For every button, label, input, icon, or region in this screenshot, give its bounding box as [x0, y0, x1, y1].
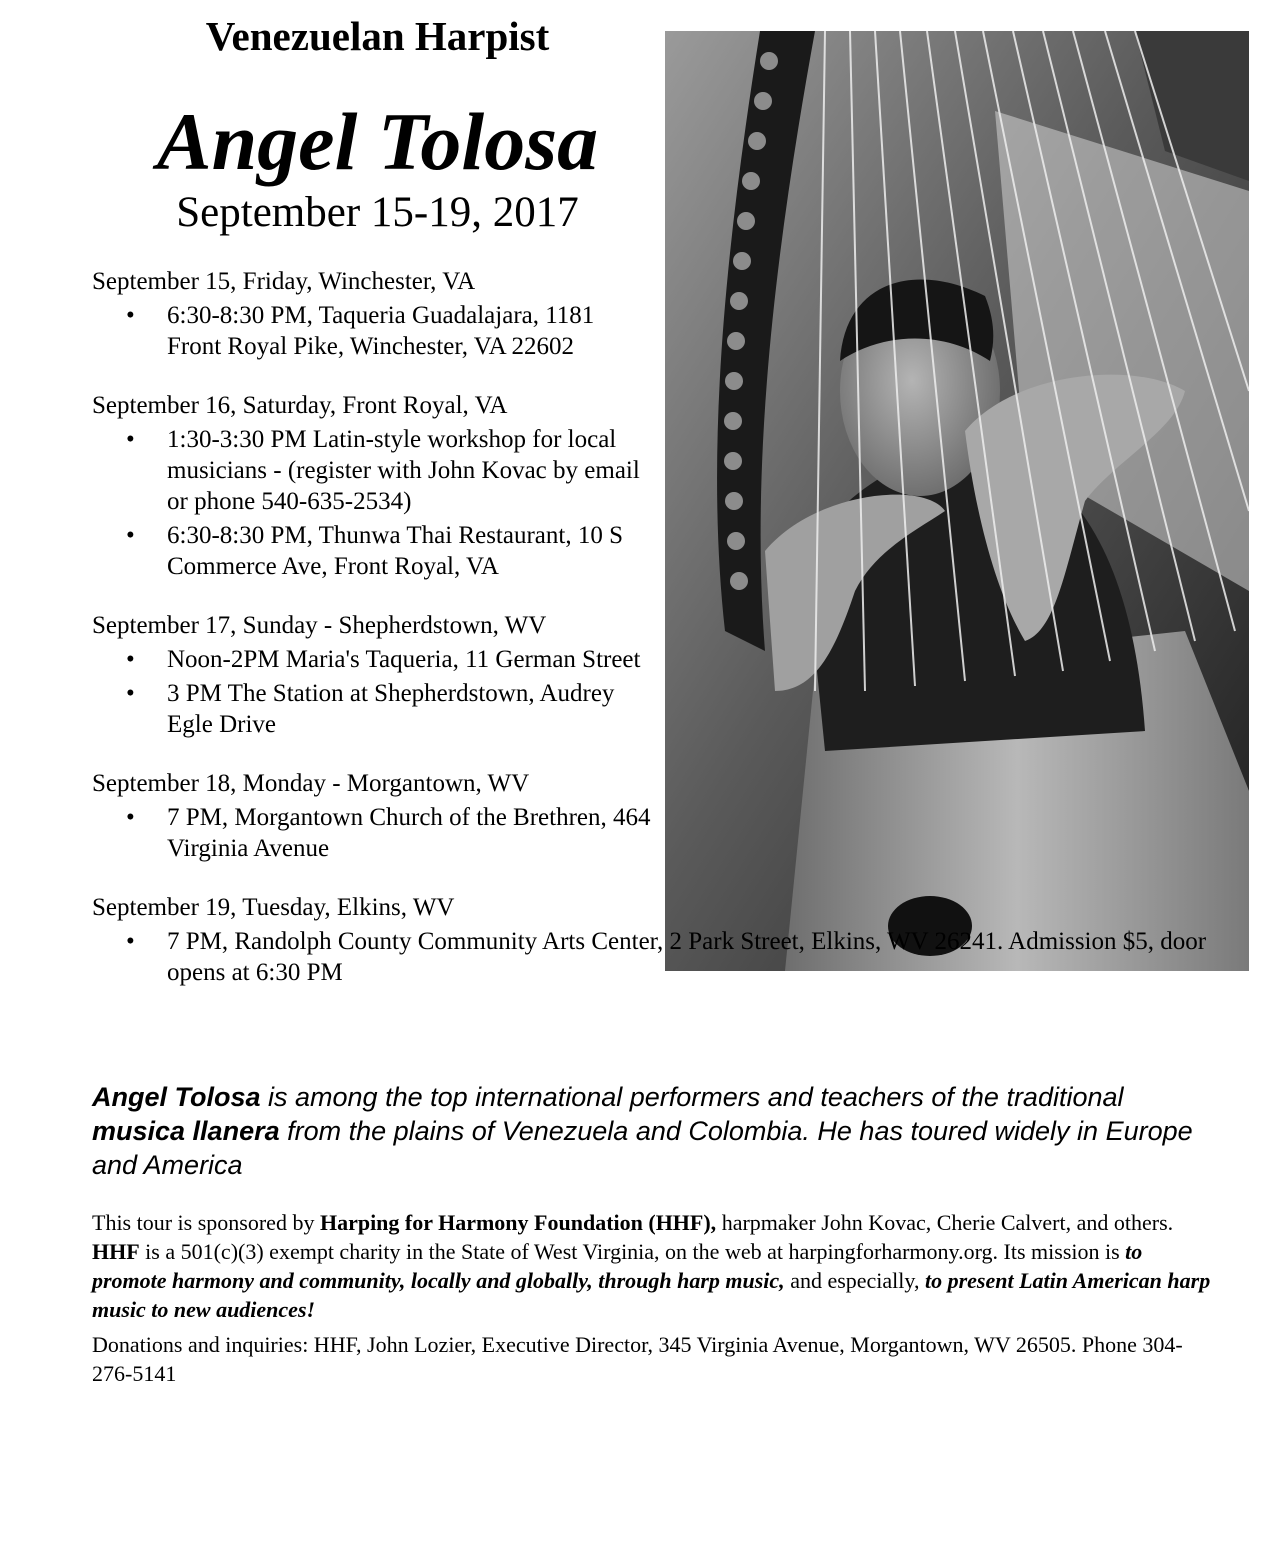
donations-info: Donations and inquiries: HHF, John Lozier, Executive Director, 345 Virginia Avenue, Morgantown, WV 26505. Phone 304-276-5141	[92, 1332, 1183, 1386]
intro-text: from the plains of Venezuela and Colombia. He has toured widely in Europe and America	[92, 1116, 1193, 1180]
sponsor-text: harpmaker John Kovac, Cherie Calvert, and others.	[716, 1210, 1174, 1235]
event-item	[92, 926, 1242, 988]
event-text: 3 PM The Station at Shepherdstown, Audrey Egle Drive	[167, 680, 615, 738]
event-date-heading: September 15, Friday, Winchester, VA	[92, 268, 476, 295]
bullet: •	[126, 522, 135, 549]
event-date-heading: September 16, Saturday, Front Royal, VA	[92, 392, 508, 419]
event-day-sep-19	[92, 892, 1242, 988]
performer-name: Angel Tolosa	[156, 96, 599, 187]
bullet: •	[126, 646, 135, 673]
bullet: •	[126, 804, 135, 831]
performer-intro	[92, 1080, 1212, 1182]
schedule	[92, 266, 1242, 1016]
bullet: •	[126, 302, 135, 329]
flyer-subtitle: Venezuelan Harpist	[205, 13, 550, 59]
sponsor-mission: to present Latin American harp music to new audiences!	[92, 1268, 1211, 1322]
event-item	[92, 520, 652, 582]
sponsor-text: is a 501(c)(3) exempt charity in the State of West Virginia, on the web at harpingforharmony.org. Its mission is	[139, 1239, 1126, 1264]
event-day-sep-16	[92, 390, 652, 582]
event-item	[92, 644, 652, 675]
event-item	[92, 300, 652, 362]
sponsor-mission: to promote harmony and community, locally and globally, through harp music,	[92, 1239, 1143, 1293]
event-text: Noon-2PM Maria's Taqueria, 11 German Street	[167, 646, 641, 673]
intro-name: Angel Tolosa	[92, 1082, 261, 1112]
tour-dates: September 15-19, 2017	[176, 189, 579, 236]
event-day-sep-18	[92, 768, 652, 864]
sponsor-abbr: HHF	[92, 1239, 140, 1264]
event-text: 1:30-3:30 PM Latin-style workshop for local musicians - (register with John Kovac by email or phone 540-635-2534)	[167, 426, 640, 515]
event-item	[92, 424, 652, 517]
sponsor-paragraph	[92, 1208, 1212, 1324]
event-text: 7 PM, Randolph County Community Arts Center, 2 Park Street, Elkins, WV 26241. Admission $5, door opens at 6:30 PM	[167, 928, 1207, 986]
bullet: •	[126, 928, 135, 955]
event-item	[92, 802, 652, 864]
event-list	[92, 802, 652, 864]
event-item	[92, 678, 652, 740]
sponsor-text: and especially,	[784, 1268, 925, 1293]
event-list	[92, 424, 652, 582]
bullet: •	[126, 680, 135, 707]
event-date-heading: September 19, Tuesday, Elkins, WV	[92, 894, 455, 921]
event-date-heading: September 17, Sunday - Shepherdstown, WV	[92, 612, 547, 639]
sponsor-org: Harping for Harmony Foundation (HHF),	[319, 1210, 717, 1235]
event-text: 7 PM, Morgantown Church of the Brethren, 464 Virginia Avenue	[167, 804, 651, 862]
event-text: 6:30-8:30 PM, Thunwa Thai Restaurant, 10 S Commerce Ave, Front Royal, VA	[167, 522, 623, 580]
intro-genre: musica llanera	[92, 1116, 280, 1146]
event-day-sep-15	[92, 266, 652, 362]
event-list	[92, 300, 652, 362]
event-text: 6:30-8:30 PM, Taqueria Guadalajara, 1181 Front Royal Pike, Winchester, VA 22602	[167, 302, 595, 360]
intro-text: is among the top international performers and teachers of the traditional	[260, 1082, 1124, 1112]
event-list	[92, 644, 652, 740]
sponsor-text: This tour is sponsored by	[92, 1210, 320, 1235]
event-date-heading: September 18, Monday - Morgantown, WV	[92, 770, 530, 797]
event-day-sep-17	[92, 610, 652, 740]
bullet: •	[126, 426, 135, 453]
event-list	[92, 926, 1242, 988]
